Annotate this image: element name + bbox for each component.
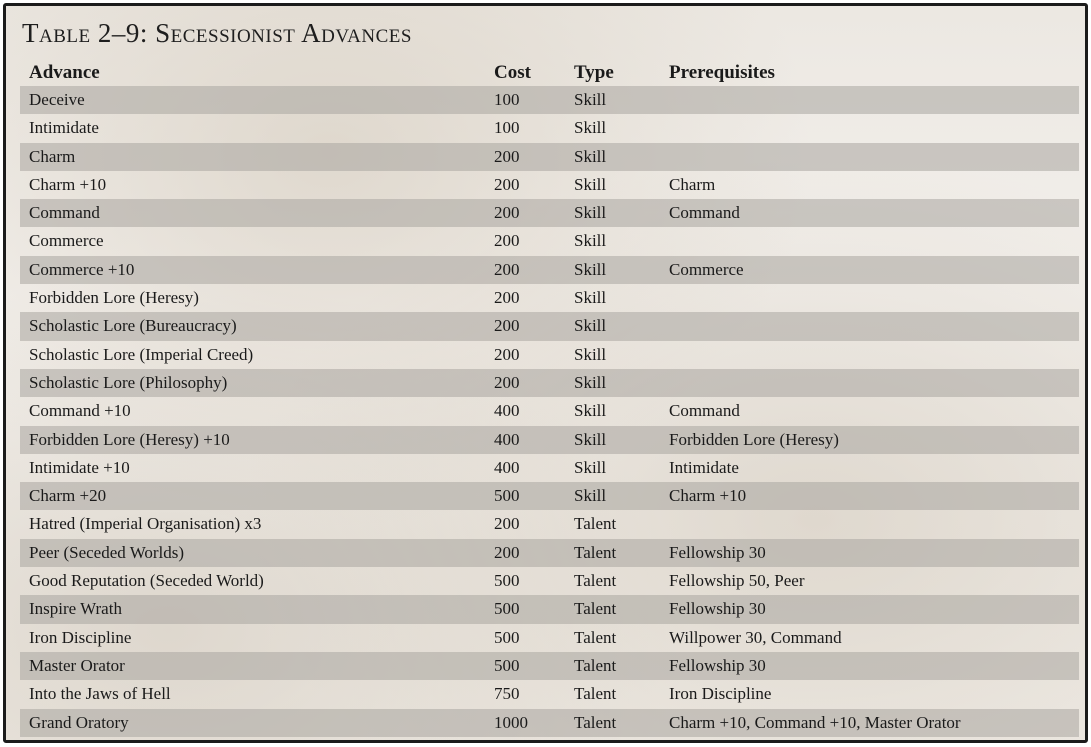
cell-cost: 200 — [494, 231, 520, 251]
cell-type: Talent — [574, 684, 617, 704]
cell-cost: 1000 — [494, 712, 528, 732]
cell-cost: 200 — [494, 344, 520, 364]
cell-type: Skill — [574, 401, 607, 421]
cell-advance: Forbidden Lore (Heresy) +10 — [29, 429, 230, 449]
table-frame — [3, 3, 1088, 743]
cell-type: Talent — [574, 712, 617, 732]
table-row — [20, 397, 1079, 425]
cell-type: Talent — [574, 514, 617, 534]
table-title: Table 2–9: Secessionist Advances — [22, 18, 412, 48]
table-row — [20, 595, 1079, 623]
table-row — [20, 652, 1079, 680]
cell-advance: Command +10 — [29, 401, 131, 421]
cell-advance: Into the Jaws of Hell — [29, 684, 171, 704]
cell-advance: Intimidate +10 — [29, 457, 130, 477]
cell-cost: 200 — [494, 288, 520, 308]
table-row — [20, 171, 1079, 199]
cell-prerequisites: Fellowship 30 — [669, 599, 766, 619]
cell-prerequisites: Forbidden Lore (Heresy) — [669, 429, 839, 449]
table-row — [20, 624, 1079, 652]
cell-advance: Master Orator — [29, 655, 125, 675]
table-row — [20, 199, 1079, 227]
cell-type: Talent — [574, 542, 617, 562]
cell-advance: Intimidate — [29, 118, 99, 138]
cell-cost: 750 — [494, 684, 520, 704]
table-row — [20, 143, 1079, 171]
cell-type: Skill — [574, 203, 607, 223]
cell-type: Skill — [574, 344, 607, 364]
table-row — [20, 369, 1079, 397]
header-advance: Advance — [29, 62, 100, 83]
cell-advance: Inspire Wrath — [29, 599, 122, 619]
header-prerequisites: Prerequisites — [669, 62, 775, 83]
header-type: Type — [574, 62, 614, 83]
cell-cost: 200 — [494, 146, 520, 166]
cell-type: Skill — [574, 90, 607, 109]
cell-type: Skill — [574, 174, 607, 194]
header-cost: Cost — [494, 62, 531, 83]
cell-advance: Charm — [29, 146, 76, 166]
table-row — [20, 312, 1079, 340]
table-row — [20, 454, 1079, 482]
cell-advance: Commerce — [29, 231, 104, 251]
table-row — [20, 482, 1079, 510]
table-row — [20, 680, 1079, 708]
cell-type: Talent — [574, 655, 617, 675]
cell-advance: Peer (Seceded Worlds) — [29, 542, 185, 562]
table-row — [20, 426, 1079, 454]
table-body — [20, 86, 1079, 737]
cell-advance: Grand Oratory — [29, 712, 129, 732]
cell-prerequisites: Fellowship 50, Peer — [669, 571, 805, 591]
advances-table — [20, 58, 1079, 737]
table-row — [20, 709, 1079, 737]
cell-advance: Scholastic Lore (Imperial Creed) — [29, 344, 254, 364]
cell-type: Skill — [574, 118, 607, 138]
cell-prerequisites: Iron Discipline — [669, 684, 772, 704]
cell-prerequisites: Charm — [669, 174, 716, 194]
cell-advance: Scholastic Lore (Philosophy) — [29, 372, 228, 392]
cell-type: Skill — [574, 259, 607, 279]
cell-type: Skill — [574, 146, 607, 166]
cell-type: Skill — [574, 372, 607, 392]
cell-type: Talent — [574, 627, 617, 647]
cell-prerequisites: Commerce — [669, 259, 744, 279]
cell-cost: 500 — [494, 655, 520, 675]
table-row — [20, 284, 1079, 312]
table-row — [20, 227, 1079, 255]
table-row — [20, 510, 1079, 538]
cell-prerequisites: Fellowship 30 — [669, 655, 766, 675]
cell-advance: Good Reputation (Seceded World) — [29, 571, 264, 591]
cell-prerequisites: Intimidate — [669, 457, 739, 477]
cell-cost: 400 — [494, 457, 520, 477]
cell-cost: 100 — [494, 118, 520, 138]
cell-advance: Forbidden Lore (Heresy) — [29, 288, 199, 308]
cell-type: Talent — [574, 599, 617, 619]
cell-prerequisites: Charm +10 — [669, 486, 747, 506]
cell-cost: 200 — [494, 372, 520, 392]
cell-prerequisites: Command — [669, 401, 740, 421]
table-row — [20, 567, 1079, 595]
cell-advance: Command — [29, 203, 100, 223]
cell-type: Skill — [574, 288, 607, 308]
cell-cost: 200 — [494, 203, 520, 223]
table-row — [20, 114, 1079, 142]
cell-type: Skill — [574, 429, 607, 449]
cell-cost: 200 — [494, 174, 520, 194]
cell-cost: 200 — [494, 316, 520, 336]
table-row — [20, 256, 1079, 284]
cell-type: Skill — [574, 457, 607, 477]
cell-cost: 500 — [494, 486, 520, 506]
cell-prerequisites: Command — [669, 203, 740, 223]
table-row — [20, 539, 1079, 567]
cell-prerequisites: Charm +10, Command +10, Master Orator — [669, 712, 961, 732]
cell-advance: Scholastic Lore (Bureaucracy) — [29, 316, 237, 336]
cell-advance: Charm +20 — [29, 486, 107, 506]
cell-cost: 200 — [494, 542, 520, 562]
table-row — [20, 86, 1079, 114]
cell-cost: 100 — [494, 90, 520, 109]
cell-type: Skill — [574, 231, 607, 251]
cell-cost: 200 — [494, 514, 520, 534]
cell-cost: 400 — [494, 429, 520, 449]
cell-type: Talent — [574, 571, 617, 591]
cell-advance: Charm +10 — [29, 174, 107, 194]
cell-cost: 500 — [494, 627, 520, 647]
cell-cost: 400 — [494, 401, 520, 421]
cell-advance: Commerce +10 — [29, 259, 135, 279]
cell-type: Skill — [574, 316, 607, 336]
cell-cost: 500 — [494, 571, 520, 591]
cell-type: Skill — [574, 486, 607, 506]
cell-prerequisites: Willpower 30, Command — [669, 627, 842, 647]
cell-advance: Deceive — [29, 90, 85, 109]
table-header-row — [20, 58, 1079, 86]
table-row — [20, 341, 1079, 369]
cell-prerequisites: Fellowship 30 — [669, 542, 766, 562]
cell-cost: 200 — [494, 259, 520, 279]
cell-cost: 500 — [494, 599, 520, 619]
cell-advance: Hatred (Imperial Organisation) x3 — [29, 514, 262, 534]
cell-advance: Iron Discipline — [29, 627, 132, 647]
